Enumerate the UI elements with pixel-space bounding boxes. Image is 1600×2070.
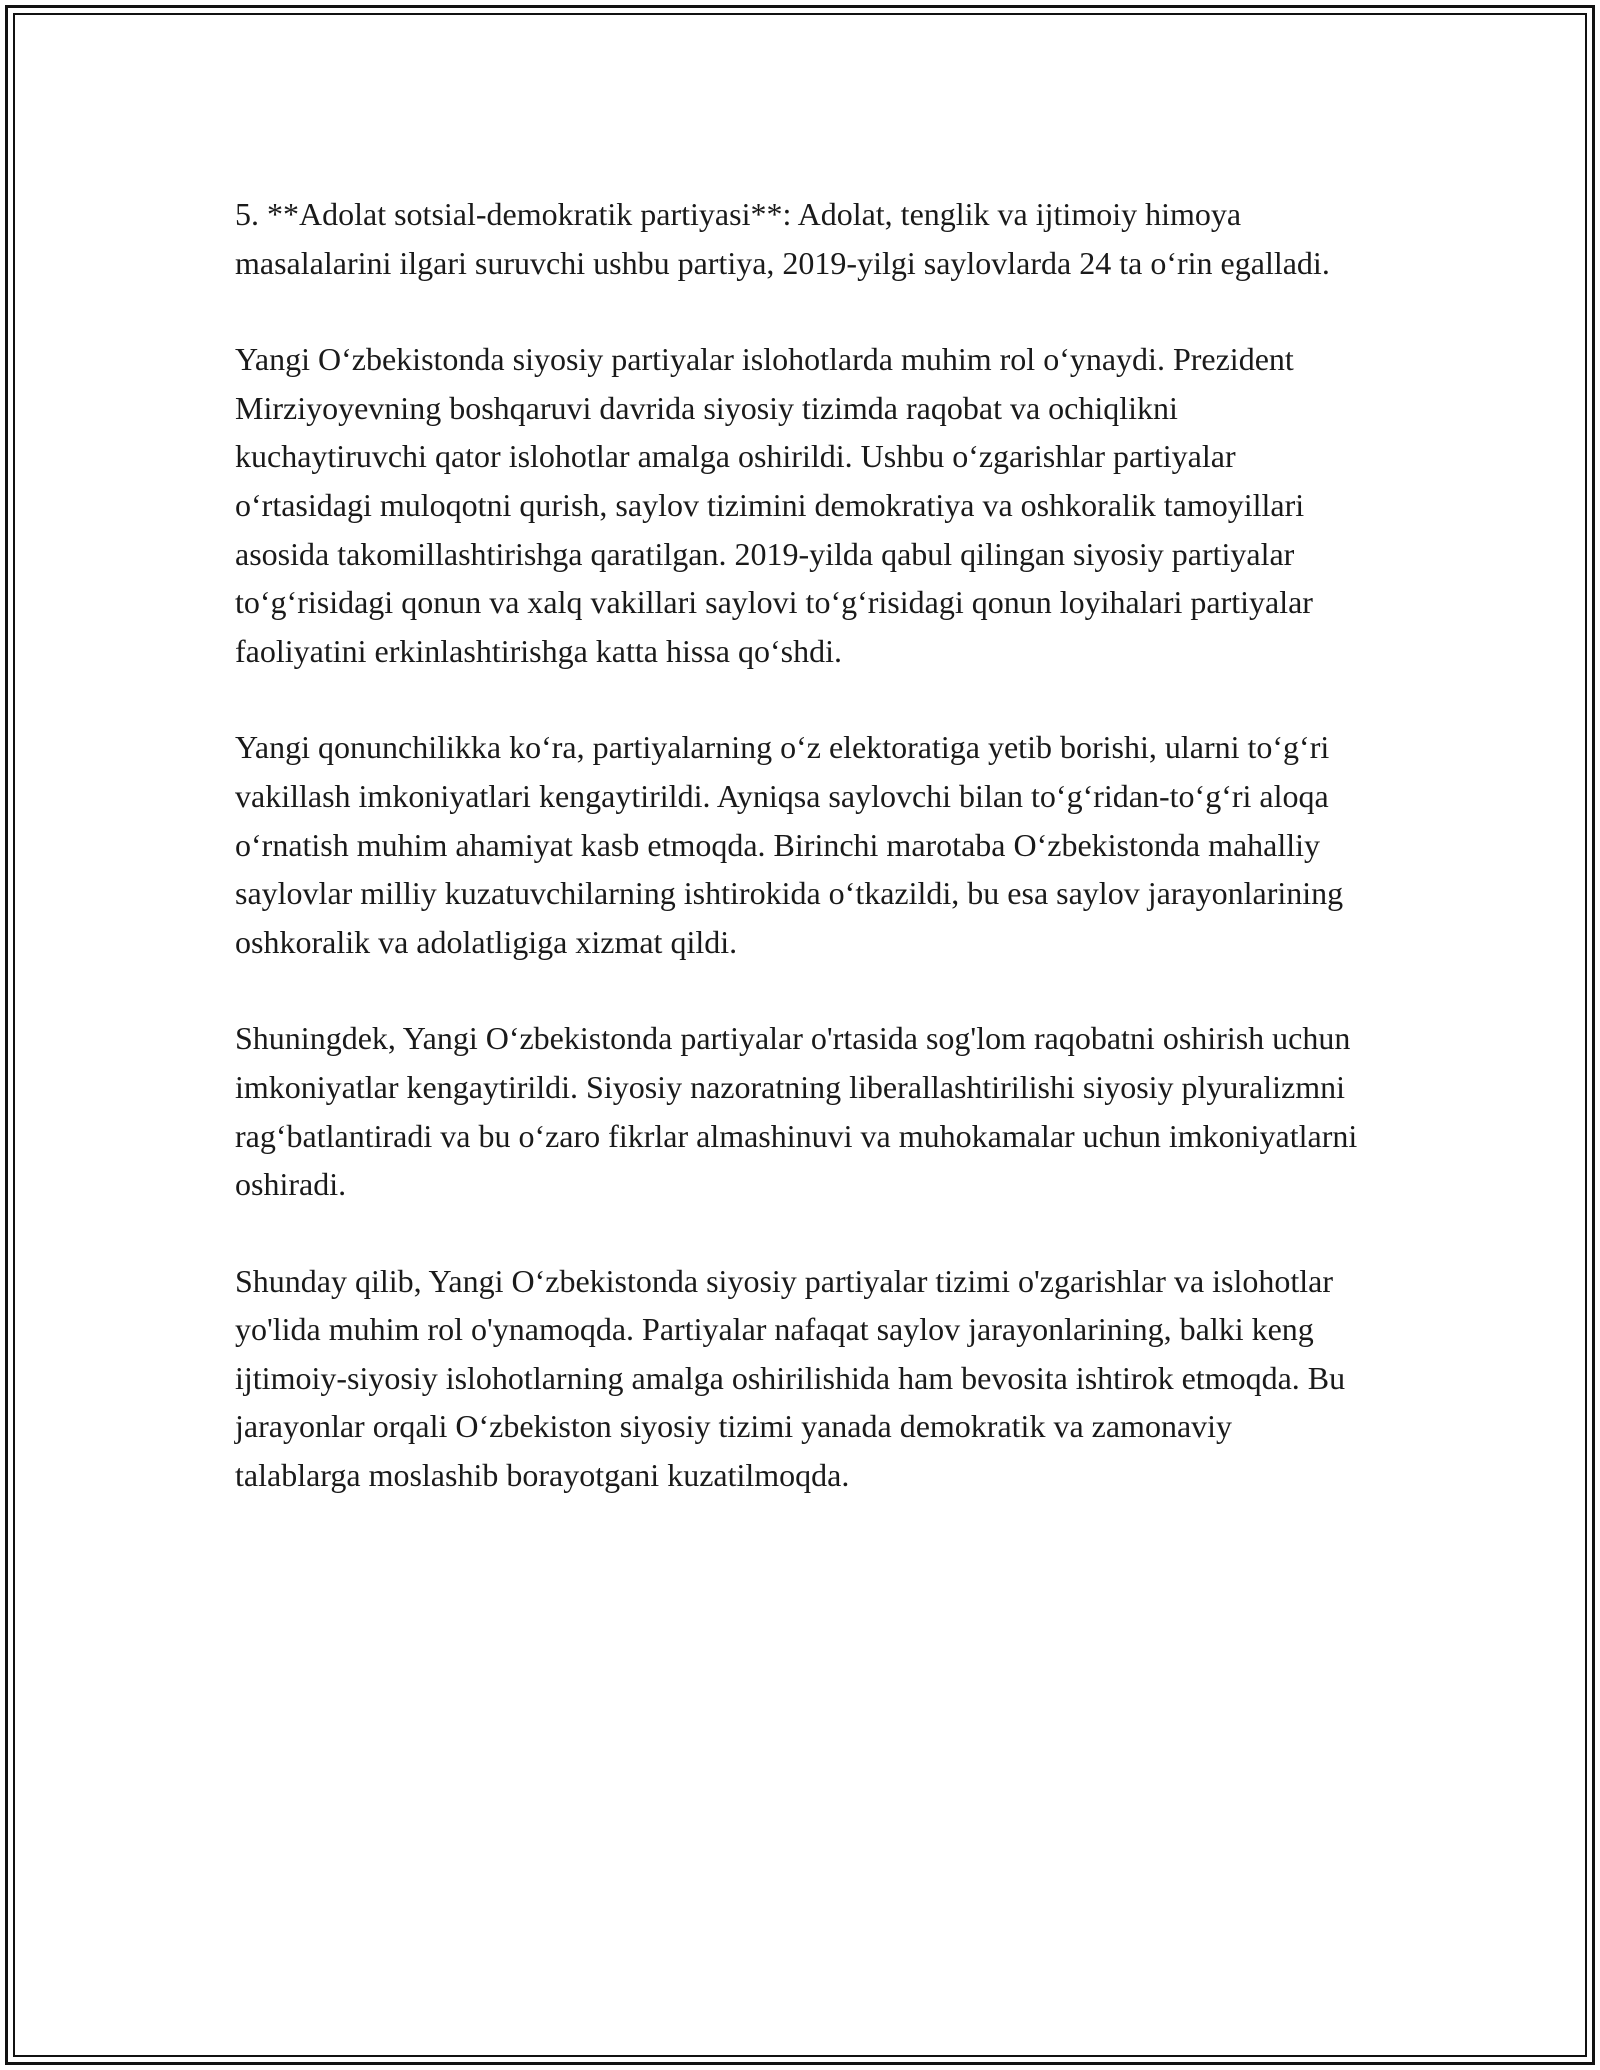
paragraph-conclusion: Shunday qilib, Yangi O‘zbekistonda siyosiy partiyalar tizimi o'zgarishlar va islohotlar yo'lida muhim rol o'ynamoqda. Partiyalar nafaqat saylov jarayonlarining, balki keng ijtimoiy-siyosiy islohotlarning amalga oshirilishida ham bevosita ishtirok etmoqda. Bu jarayonlar orqali O‘zbekiston siyosiy tizimi yanada demokratik va zamonaviy talablarga moslashib borayotgani kuzatilmoqda. xyxy=(235,1262,1346,1494)
paragraph-new-legislation: Yangi qonunchilikka ko‘ra, partiyalarning o‘z elektoratiga yetib borishi, ularni to‘g‘ri vakillash imkoniyatlari kengaytirildi. Ayniqsa saylovchi bilan to‘g‘ridan-to‘g‘ri aloqa o‘rnatish muhim ahamiyat kasb etmoqda. Birinchi marotaba O‘zbekistonda mahalliy saylovlar milliy kuzatuvchilarning ishtirokida o‘tkazildi, bu esa saylov jarayonlarining oshkoralik va adolatligiga xizmat qildi. xyxy=(235,729,1344,960)
paragraph-healthy-competition: Shuningdek, Yangi O‘zbekistonda partiyalar o'rtasida sog'lom raqobatni oshirish uchun imkoniyatlar kengaytirildi. Siyosiy nazoratning liberallashtirilishi siyosiy plyuralizmni rag‘batlantiradi va bu o‘zaro fikrlar almashinuvi va muhokamalar uchun imkoniyatlarni oshiradi. xyxy=(235,1020,1358,1203)
paragraph-party-reforms: Yangi O‘zbekistonda siyosiy partiyalar islohotlarda muhim rol o‘ynaydi. Prezident Mirziyoyevning boshqaruvi davrida siyosiy tizimda raqobat va ochiqlikni kuchaytiruvchi qator islohotlar amalga oshirildi. Ushbu o‘zgarishlar partiyalar o‘rtasidagi muloqotni qurish, saylov tizimini demokratiya va oshkoralik tamoyillari asosida takomillashtirishga qaratilgan. 2019-yilda qabul qilingan siyosiy partiyalar to‘g‘risidagi qonun va xalq vakillari saylovi to‘g‘risidagi qonun loyihalari partiyalar faoliyatini erkinlashtirishga katta hissa qo‘shdi. xyxy=(235,341,1313,669)
document-body xyxy=(235,190,1365,1548)
paragraph-adolat-party: 5. **Adolat sotsial-demokratik partiyasi**: Adolat, tenglik va ijtimoiy himoya masalalarini ilgari suruvchi ushbu partiya, 2019-yilgi saylovlarda 24 ta o‘rin egalladi. xyxy=(235,196,1330,281)
